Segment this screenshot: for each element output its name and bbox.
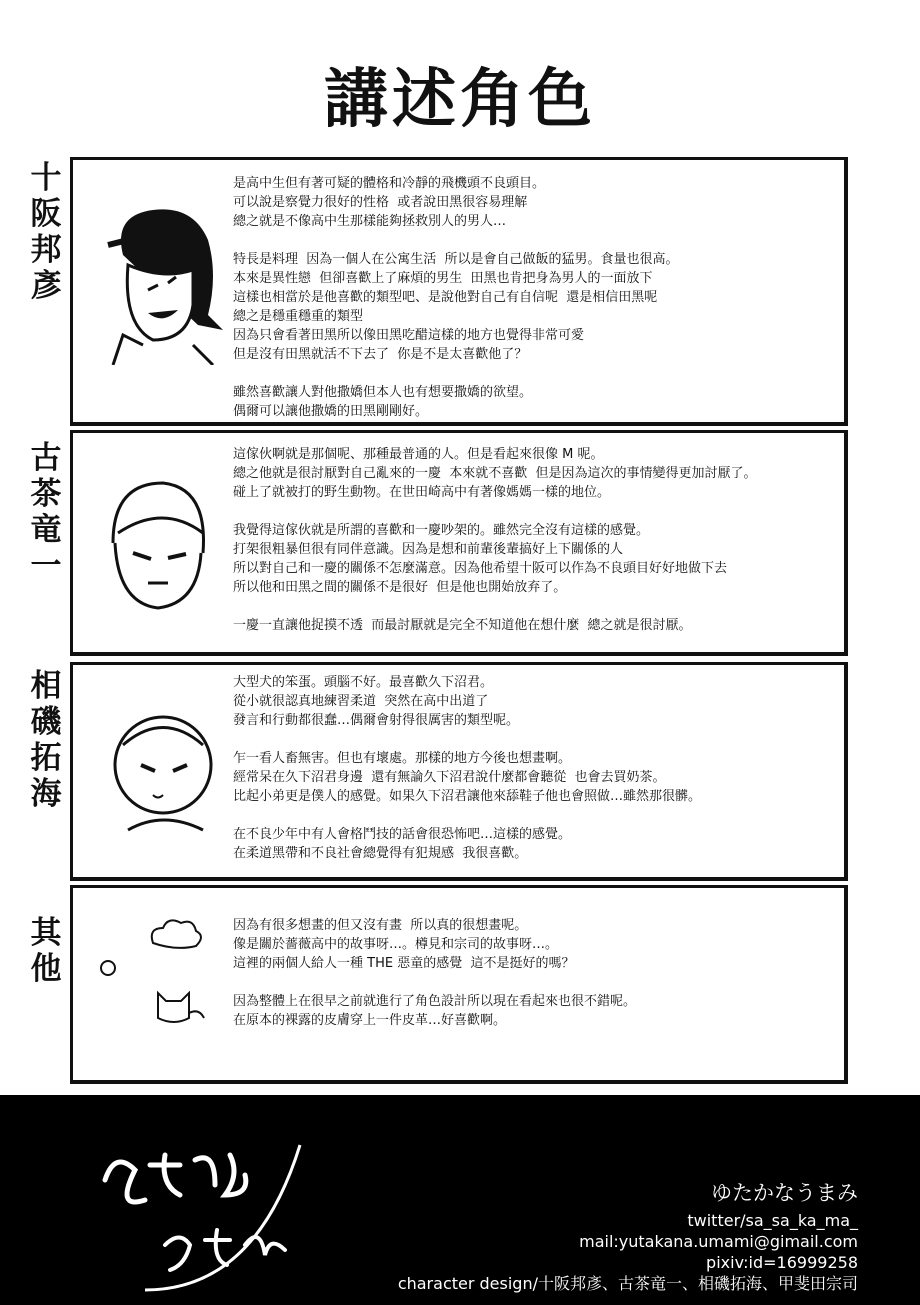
character-description-1: 是高中生但有著可疑的體格和冷靜的飛機頭不良頭目。 可以說是察覺力很好的性格 或者說田黑很容易理解 總之就是不像高中生那樣能夠拯救別人的男人… 特長是料理 因為一個人在公寓生活 所以是會自己做飯的猛男。食量也很高。 本來是異性戀 但卻喜歡上了麻煩的男生 田黑也肯把身為男人的一面放下 這樣也相當於是他喜歡的類型吧、是說他對自己有自信呢 還是相信田黑呢 總之是穩重穩重的類型 因為只會看著田黑所以像田黑吃醋這樣的地方也覺得非常可愛 但是沒有田黑就活不下去了 你是不是太喜歡他了？ 雖然喜歡讓人對他撒嬌但本人也有想要撒嬌的欲望。 偶爾可以讓他撒嬌的田黑剛剛好。: [233, 176, 679, 419]
pixiv-link[interactable]: pixiv:id=16999258: [706, 1253, 858, 1272]
page-title: 講述角色: [324, 63, 596, 137]
character-name-3: 相磯拓海: [30, 668, 62, 812]
character-description-3: 大型犬的笨蛋。頭腦不好。最喜歡久下沼君。 從小就很認真地練習柔道 突然在高中出道了 發言和行動都很蠢…偶爾會射得很厲害的類型呢。 乍一看人畜無害。但也有壞處。那樣的地方今後也想畫啊。 經常呆在久下沼君身邊 還有無論久下沼君說什麼都會聽從 也會去買奶茶。 比起小弟更是僕人的感覺。如果久下沼君讓他來舔鞋子他也會照做…雖然那很髒。 在不良少年中有人會格鬥技的話會很恐怖吧…這樣的感覺。 在柔道黑帶和不良社會總覺得有犯規感 我很喜歡。: [233, 675, 702, 861]
character-panel-3: [70, 662, 848, 881]
author-footer: [0, 1095, 920, 1305]
twitter-link[interactable]: twitter/sa_sa_ka_ma_: [687, 1211, 858, 1230]
character-name-1: 十阪邦彥: [30, 160, 62, 304]
character-design-credits: character design/十阪邦彥、古茶竜一、相磯拓海、甲斐田宗司: [397, 1274, 858, 1293]
character-description-2: 這傢伙啊就是那個呢、那種最普通的人。但是看起來很像 M 呢。 總之他就是很討厭對自己亂來的一慶 本來就不喜歡 但是因為這次的事情變得更加討厭了。 碰上了就被打的野生動物。在世田崎高中有著像媽媽一樣的地位。 我覺得這傢伙就是所謂的喜歡和一慶吵架的。雖然完全沒有這樣的感覺。 打架很粗暴但很有同伴意識。因為是想和前輩後輩搞好上下關係的人 所以對自己和一慶的關係不怎麼滿意。因為他希望十阪可以作為不良頭目好好地做下去 所以他和田黑之間的關係不是很好 但是他也開始放弃了。 一慶一直讓他捉摸不透 而最討厭就是完全不知道他在想什麼 總之就是很討厭。: [233, 447, 757, 633]
doodles-bird-cloud-cat: [93, 913, 223, 1043]
character-portrait-2: [93, 463, 223, 633]
author-name: ゆたかなうまみ: [711, 1181, 858, 1205]
character-portrait-1: [93, 195, 223, 365]
author-signature-logo: [95, 1125, 335, 1300]
others-description: 因為有很多想畫的但又沒有畫 所以真的很想畫呢。 像是關於薔薇高中的故事呀…。樽見和宗司的故事呀…。 這裡的兩個人給人一種 THE 惡童的感覺 這不是挺好的嗎？ 因為整體上在很早之前就進行了角色設計所以現在看起來也很不錯呢。 在原本的裸露的皮膚穿上一件皮革…好喜歡啊。: [233, 918, 637, 1028]
email-link[interactable]: mail:yutakana.umami@gimail.com: [579, 1232, 858, 1251]
others-panel: [70, 885, 848, 1084]
others-heading: 其他: [30, 915, 62, 987]
character-name-2: 古茶竜一: [30, 440, 62, 584]
character-portrait-3: [93, 690, 223, 860]
character-panel-1: [70, 157, 848, 426]
character-panel-2: [70, 430, 848, 656]
